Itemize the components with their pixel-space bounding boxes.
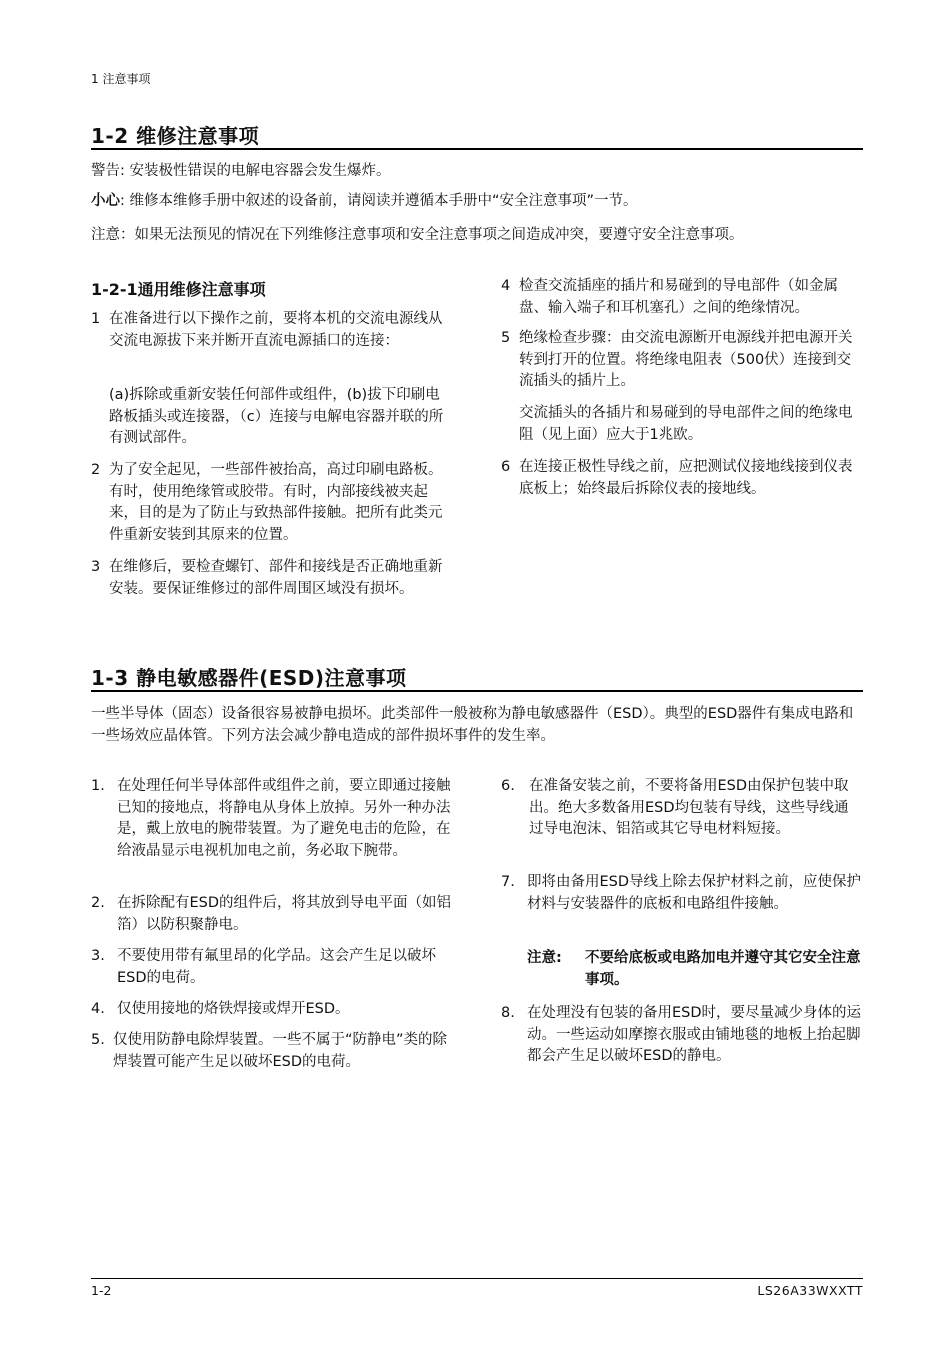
list-item bbox=[91, 557, 449, 600]
subsection-1-2-1-title: 1-2-1通用维修注意事项 bbox=[91, 280, 266, 299]
list-item bbox=[501, 328, 863, 393]
item-text: 即将由备用ESD导线上除去保护材料之前，应使保护材料与安装器件的底板和电路组件接触。 bbox=[527, 874, 862, 912]
item-text: 在处理没有包装的备用ESD时，要尽量减少身体的运动。一些运动如摩擦衣服或由铺地毯的地板上抬起脚都会产生足以破坏ESD的静电。 bbox=[527, 1005, 862, 1064]
item-number: 1. bbox=[91, 778, 105, 794]
note-text: 不要给底板或电路加电并遵守其它安全注意事项。 bbox=[585, 950, 861, 988]
item-number: 8. bbox=[501, 1005, 515, 1021]
item-text: 不要使用带有氟里昂的化学品。这会产生足以破坏ESD的电荷。 bbox=[117, 948, 436, 986]
item-text: 为了安全起见，一些部件被抬高，高过印刷电路板。有时，使用绝缘管或胶带。有时，内部接线被夹起来，目的是为了防止与致热部件接触。把所有此类元件重新安装到其原来的位置。 bbox=[109, 462, 443, 543]
list-item bbox=[501, 457, 863, 500]
list-item bbox=[91, 309, 449, 352]
item-number: 6. bbox=[501, 778, 515, 794]
section-1-2-title: 1-2 维修注意事项 bbox=[91, 124, 260, 148]
list-item bbox=[91, 776, 453, 862]
item-number: 5. bbox=[91, 1032, 105, 1048]
section-1-3-rule bbox=[91, 690, 863, 692]
item-text: 在拆除配有ESD的组件后，将其放到导电平面（如铝箔）以防积聚静电。 bbox=[117, 895, 452, 933]
item-number: 5 bbox=[501, 330, 511, 346]
caution-text: : 维修本维修手册中叙述的设备前，请阅读并遵循本手册中“安全注意事项”一节。 bbox=[120, 193, 638, 209]
item-number: 2 bbox=[91, 462, 101, 478]
item-number: 3. bbox=[91, 948, 105, 964]
caution-label: 小心 bbox=[91, 193, 120, 209]
list-item bbox=[501, 872, 863, 915]
item-number: 1 bbox=[91, 311, 101, 327]
item-1-subtext: (a)拆除或重新安装任何部件或组件，(b)拔下印刷电路板插头或连接器，（c）连接与电解电容器并联的所有测试部件。 bbox=[109, 387, 444, 446]
note-label: 注意: bbox=[527, 950, 562, 966]
item-number: 4 bbox=[501, 278, 511, 294]
item-text: 绝缘检查步骤：由交流电源断开电源线并把电源开关转到打开的位置。将绝缘电阻表（500伏）连接到交流插头的插片上。 bbox=[519, 330, 853, 389]
section-1-3-title: 1-3 静电敏感器件(ESD)注意事项 bbox=[91, 666, 407, 690]
list-item bbox=[91, 460, 449, 546]
item-number: 6 bbox=[501, 459, 511, 475]
item-number: 2. bbox=[91, 895, 105, 911]
section-1-2-rule bbox=[91, 148, 863, 150]
list-item bbox=[91, 1030, 453, 1073]
esd-note bbox=[527, 948, 863, 991]
item-number: 3 bbox=[91, 559, 101, 575]
list-item bbox=[91, 999, 453, 1021]
item-text: 仅使用防静电除焊装置。一些不属于“防静电”类的除焊装置可能产生足以破坏ESD的电荷。 bbox=[113, 1032, 448, 1070]
notice-text: 注意：如果无法预见的情况在下列维修注意事项和安全注意事项之间造成冲突，要遵守安全注意事项。 bbox=[91, 227, 744, 243]
item-number: 7. bbox=[501, 874, 515, 890]
page-number: 1-2 bbox=[91, 1283, 112, 1298]
item-text: 在维修后，要检查螺钉、部件和接线是否正确地重新安装。要保证维修过的部件周围区域没有损坏。 bbox=[109, 559, 443, 597]
list-item bbox=[91, 893, 453, 936]
list-item bbox=[501, 1003, 863, 1068]
esd-intro: 一些半导体（固态）设备很容易被静电损坏。此类部件一般被称为静电敏感器件（ESD）。典型的ESD器件有集成电路和一些场效应晶体管。下列方法会减少静电造成的部件损坏事件的发生率。 bbox=[91, 706, 854, 744]
model-number: LS26A33WXXTT bbox=[757, 1283, 863, 1298]
list-item bbox=[501, 776, 863, 841]
item-5-subtext: 交流插头的各插片和易碰到的导电部件之间的绝缘电阻（见上面）应大于1兆欧。 bbox=[519, 405, 853, 443]
running-header: 1 注意事项 bbox=[91, 72, 151, 86]
footer-rule bbox=[91, 1278, 863, 1279]
item-text: 在准备安装之前，不要将备用ESD由保护包装中取出。绝大多数备用ESD均包装有导线，这些导线通过导电泡沫、铝箔或其它导电材料短接。 bbox=[529, 778, 849, 837]
list-item bbox=[501, 276, 863, 319]
warning-text: 警告: 安装极性错误的电解电容器会发生爆炸。 bbox=[91, 163, 391, 179]
item-text: 在处理任何半导体部件或组件之前，要立即通过接触已知的接地点，将静电从身体上放掉。另外一种办法是，戴上放电的腕带装置。为了避免电击的危险，在给液晶显示电视机加电之前，务必取下腕带。 bbox=[117, 778, 451, 859]
list-item bbox=[91, 946, 453, 989]
item-number: 4. bbox=[91, 1001, 105, 1017]
item-text: 检查交流插座的插片和易碰到的导电部件（如金属盘、输入端子和耳机塞孔）之间的绝缘情况。 bbox=[519, 278, 838, 316]
item-text: 仅使用接地的烙铁焊接或焊开ESD。 bbox=[117, 1001, 350, 1017]
item-text: 在连接正极性导线之前，应把测试仪接地线接到仪表底板上；始终最后拆除仪表的接地线。 bbox=[519, 459, 853, 497]
caution-line bbox=[91, 191, 863, 213]
item-text: 在准备进行以下操作之前，要将本机的交流电源线从交流电源拔下来并断开直流电源插口的连接： bbox=[109, 311, 443, 349]
